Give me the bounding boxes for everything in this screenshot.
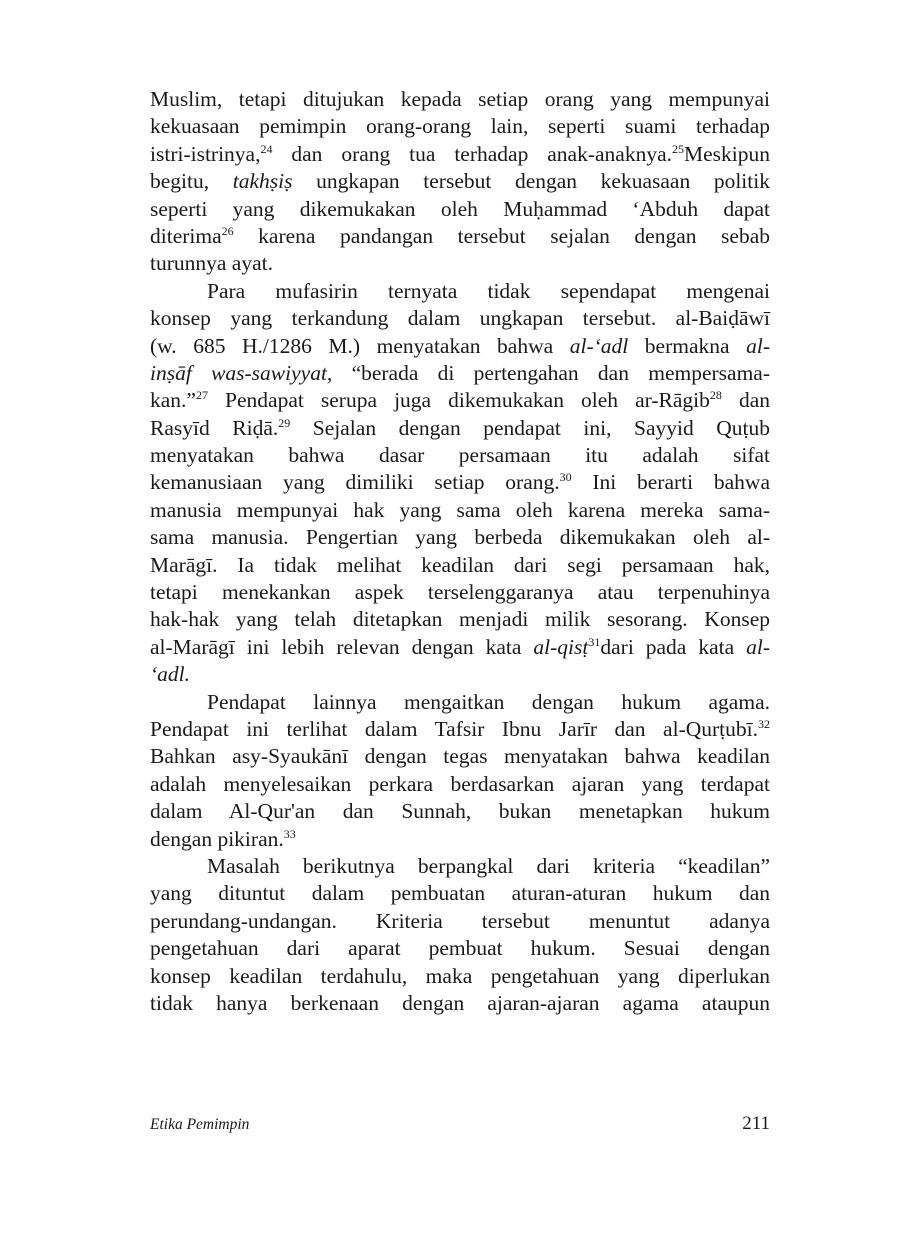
text-run: Sejalan dengan pendapat ini, Sayyid Quṭub [290,415,770,440]
text-run: tetapi menekankan aspek terselenggaranya atau terpenuhinya [150,580,770,605]
text-run: “berada di pertengahan dan mempersama- [332,360,771,385]
text-line [150,963,770,990]
text-line [150,168,770,195]
text-run: hak-hak yang telah ditetapkan menjadi milik sesorang. Konsep [150,607,770,632]
text-run: dan orang tua terhadap anak-anaknya. [272,141,672,166]
text-line [150,853,770,880]
text-run: Para mufasirin ternyata tidak sependapat mengenai [207,278,770,303]
text-run: dan [721,388,770,413]
text-run: Marāgī. Ia tidak melihat keadilan dari segi persamaan hak, [150,552,770,577]
italic-term: al- [746,333,770,358]
text-run: dari pada kata [600,634,747,659]
text-line [150,415,770,442]
text-run: diterima [150,223,222,248]
text-run: istri-istrinya, [150,141,261,166]
text-run: Bahkan asy-Syaukānī dengan tegas menyatakan bahwa keadilan [150,744,770,769]
italic-term: al-qisṭ [533,634,589,659]
text-run: pengetahuan dari aparat pembuat hukum. Sesuai dengan [150,936,770,961]
text-line [150,524,770,551]
text-run: karena pandangan tersebut sejalan dengan sebab [233,223,770,248]
text-line [150,935,770,962]
text-line [150,497,770,524]
text-run: al-Marāgī ini lebih relevan dengan kata [150,634,534,659]
text-run: ungkapan tersebut dengan kekuasaan politik [292,169,770,194]
text-line [150,250,770,277]
footnote-reference: 32 [758,716,770,731]
text-run: dalam Al-Qur'an dan Sunnah, bukan menetapkan hukum [150,799,770,824]
text-line [150,442,770,469]
text-run: Masalah berikutnya berpangkal dari kriteria “keadilan” [207,853,770,878]
text-line [150,141,770,168]
text-line [150,579,770,606]
text-line [150,826,770,853]
text-line [150,113,770,140]
text-run: turunnya ayat. [150,251,273,276]
footnote-reference: 31 [588,634,601,649]
text-run: Meskipun [684,141,770,166]
text-run: Muslim, tetapi ditujukan kepada setiap orang yang mempunyai [150,87,770,111]
text-run: Pendapat serupa juga dikemukakan oleh ar-Rāgib [207,388,710,413]
footnote-reference: 29 [278,415,291,430]
text-line [150,360,770,387]
page-number: 211 [742,1113,770,1134]
text-run: menyatakan bahwa dasar persamaan itu adalah sifat [150,443,770,468]
text-line [150,743,770,770]
text-run: konsep keadilan terdahulu, maka pengetahuan yang diperlukan [150,963,770,988]
text-line [150,223,770,250]
text-run: kemanusiaan yang dimiliki setiap orang. [150,470,560,495]
text-run: konsep yang terkandung dalam ungkapan tersebut. al-Baiḍāwī [150,306,770,331]
footnote-reference: 24 [260,141,273,156]
text-run: Ini berarti bahwa [571,470,770,495]
text-run: sama manusia. Pengertian yang berbeda dikemukakan oleh al- [150,525,770,550]
text-run: yang dituntut dalam pembuatan aturan-aturan hukum dan [150,881,770,906]
text-run: perundang-undangan. Kriteria tersebut menuntut adanya [150,908,770,933]
text-run: kekuasaan pemimpin orang-orang lain, seperti suami terhadap [150,114,770,139]
text-line [150,606,770,633]
text-line [150,86,770,113]
text-line [150,196,770,223]
footnote-reference: 30 [559,470,572,485]
text-run: kan.” [150,388,196,413]
text-run: bermakna [628,333,747,358]
text-run: tidak hanya berkenaan dengan ajaran-ajaran agama ataupun [150,990,770,1015]
text-line [150,278,770,305]
text-line [150,771,770,798]
italic-term: al-‘adl [569,333,629,358]
text-line [150,716,770,743]
italic-term: ‘adl. [150,662,191,687]
running-footer-title: Etika Pemimpin [150,1116,250,1133]
body-text [150,86,770,1017]
footnote-reference: 26 [221,223,234,238]
text-line [150,469,770,496]
italic-term: al- [746,634,770,659]
text-line [150,661,770,688]
text-line [150,880,770,907]
text-run: seperti yang dikemukakan oleh Muḥammad ‘Abduh dapat [150,196,770,221]
text-line [150,798,770,825]
italic-term: inṣāf was-sawiyyat, [150,360,333,385]
text-line [150,387,770,414]
text-line [150,305,770,332]
italic-term: takhṣiṣ [232,169,293,194]
text-run: (w. 685 H./1286 M.) menyatakan bahwa [150,333,570,358]
text-line [150,689,770,716]
text-run: Rasyīd Riḍā. [150,415,279,440]
text-run: manusia mempunyai hak yang sama oleh karena mereka sama- [150,497,770,522]
text-run: begitu, [150,169,233,194]
text-line [150,333,770,360]
text-run: adalah menyelesaikan perkara berdasarkan ajaran yang terdapat [150,771,770,796]
footnote-reference: 27 [195,388,208,403]
text-line [150,552,770,579]
text-run: Pendapat lainnya mengaitkan dengan hukum agama. [207,689,770,714]
footnote-reference: 33 [283,826,296,841]
footnote-reference: 28 [709,388,722,403]
text-line [150,990,770,1017]
text-line [150,634,770,661]
footnote-reference: 25 [672,141,684,156]
text-line [150,908,770,935]
text-run: dengan pikiran. [150,826,284,851]
text-run: Pendapat ini terlihat dalam Tafsir Ibnu Jarīr dan al-Qurṭubī. [150,716,758,741]
